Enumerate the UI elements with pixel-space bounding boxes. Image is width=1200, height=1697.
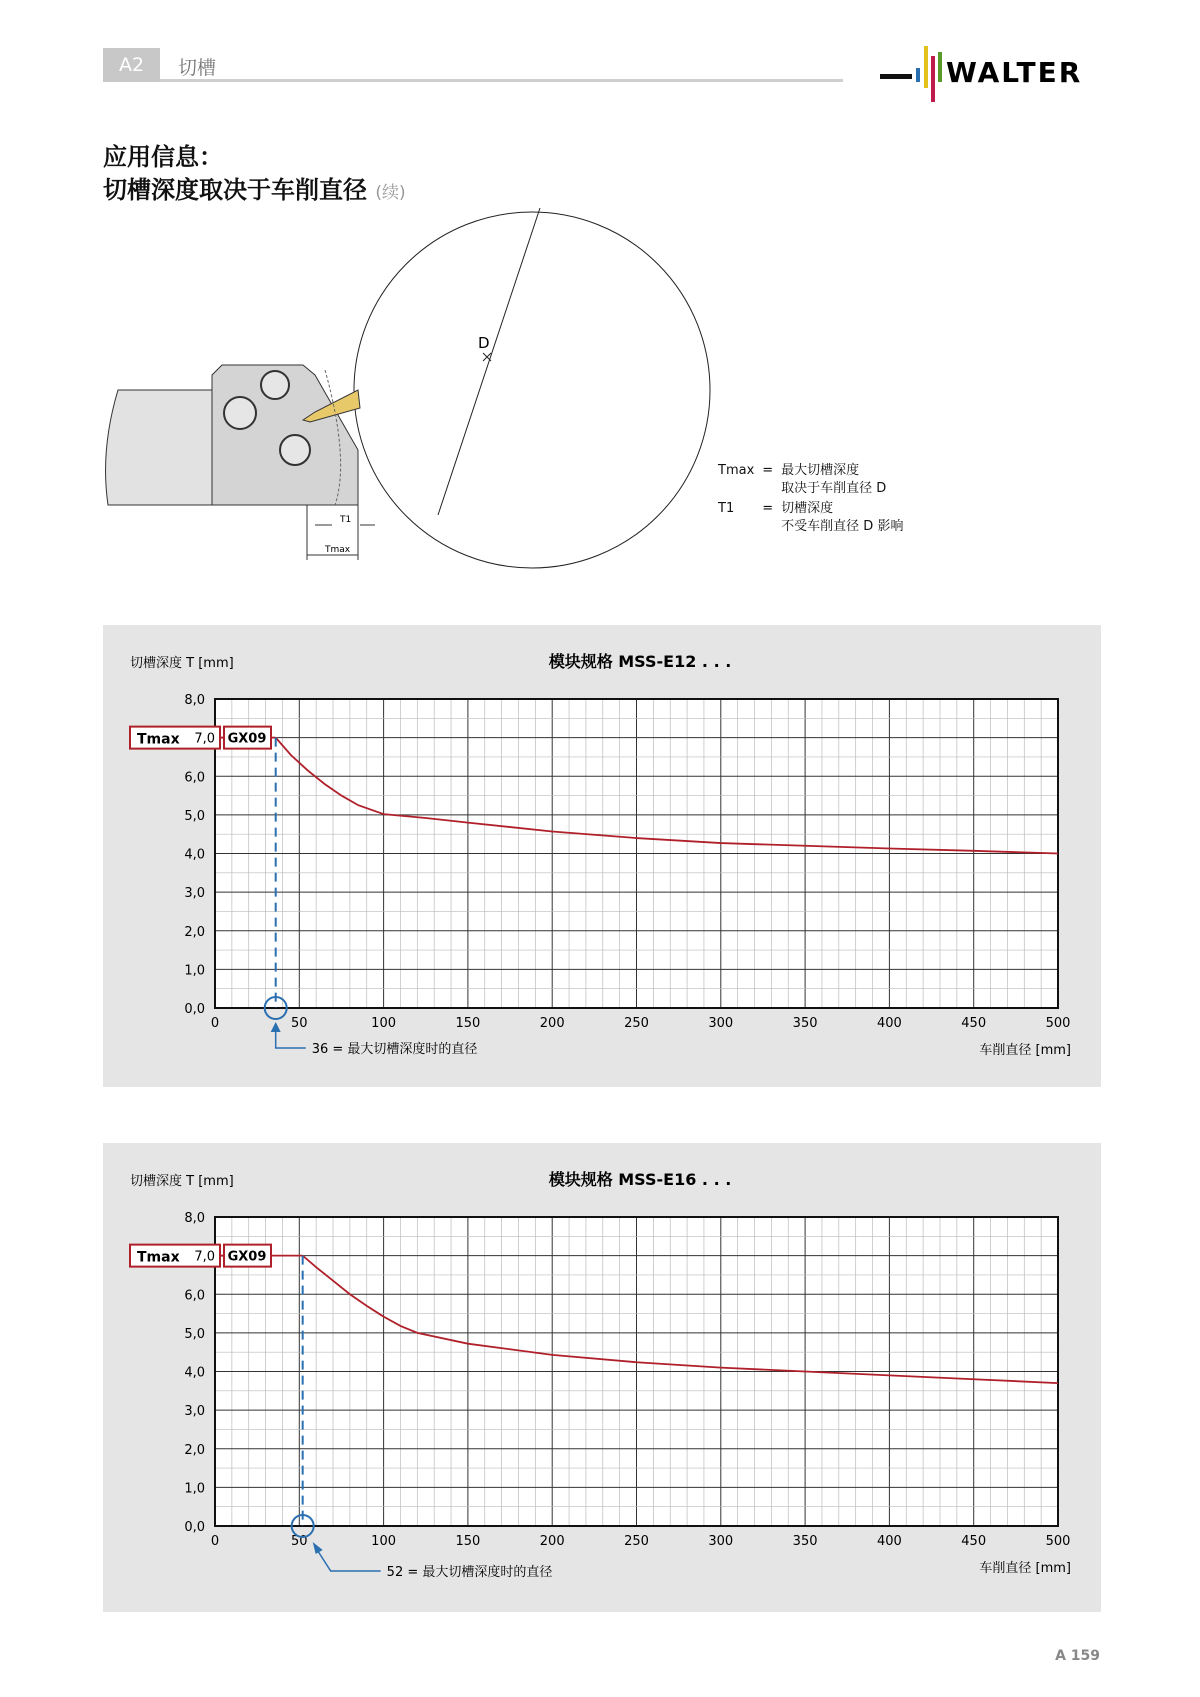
legend [713,460,908,538]
tool-shank [106,390,212,505]
chart-mss-e12 [103,625,1101,1087]
x-tick-label: 150 [455,1016,481,1031]
annotation-leader [315,1546,381,1571]
y-axis-label: 切槽深度 T [mm] [130,1174,234,1189]
y-tick-label: 2,0 [184,924,205,940]
annotation-text: 36 = 最大切槽深度时的直径 [311,1042,478,1057]
section-name: 切槽 [178,57,217,79]
insert-label: GX09 [227,731,267,747]
legend-text: 切槽深度 [781,501,834,516]
x-tick-label: 400 [876,1016,902,1031]
x-tick-label: 200 [539,1016,565,1031]
section-code-badge: A2 [103,48,160,82]
y-tick-label: 2,0 [184,1442,205,1458]
y-axis-label: 切槽深度 T [mm] [130,656,234,671]
x-tick-label: 250 [624,1016,649,1031]
walter-logo [878,44,1103,104]
x-tick-label: 50 [291,1016,308,1031]
x-tick-label: 100 [371,1016,397,1031]
annotation-arrow-icon [313,1542,323,1554]
x-tick-label: 150 [455,1534,481,1549]
legend-text: 不受车削直径 D 影响 [781,519,904,534]
tmax-dim-label: Tmax [325,545,351,555]
diameter-arrow [438,208,540,515]
legend-eq: = [762,463,774,478]
y-tick-label: 0,0 [184,1002,205,1017]
x-tick-label: 200 [539,1534,565,1549]
workpiece-circle [354,212,710,568]
page-title-suffix: (续) [375,183,406,203]
tmax-label: Tmax [137,731,180,748]
x-tick-label: 450 [961,1534,987,1549]
tmax-value: 7,0 [194,1249,215,1265]
x-tick-label: 0 [210,1016,220,1031]
chart-panel-mss-e16 [103,1143,1101,1612]
insert-label: GX09 [227,1249,267,1265]
y-tick-label: 4,0 [184,847,205,863]
tmax-value: 7,0 [194,731,215,747]
annotation-text: 52 = 最大切槽深度时的直径 [386,1565,553,1580]
grooving-diagram [100,200,720,580]
y-tick-label: 5,0 [184,808,205,824]
x-tick-label: 50 [291,1534,308,1549]
y-tick-label: 1,0 [184,963,205,979]
legend-symbol: T1 [718,501,735,516]
page-number: A 159 [1055,1648,1100,1664]
x-axis-label: 车削直径 [mm] [979,1043,1071,1058]
x-tick-label: 300 [708,1016,734,1031]
t1-dim-label: T1 [340,515,352,525]
x-tick-label: 250 [624,1534,649,1549]
legend-eq: = [762,501,774,516]
x-tick-label: 400 [876,1534,902,1549]
chart-title: 模块规格 MSS-E12 . . . [548,652,732,671]
chart-mss-e16 [103,1143,1101,1612]
legend-text: 最大切槽深度 [781,463,860,478]
x-tick-label: 100 [371,1534,397,1549]
logo-text: WALTER [946,56,1083,89]
y-tick-label: 3,0 [184,1404,205,1420]
y-tick-label: 0,0 [184,1520,205,1535]
y-tick-label: 6,0 [184,770,205,786]
y-tick-label: 8,0 [184,693,205,708]
y-tick-label: 3,0 [184,886,205,902]
legend-symbol: Tmax [718,463,755,478]
x-tick-label: 450 [961,1016,987,1031]
header-divider [160,79,843,82]
chart-panel-mss-e12 [103,625,1101,1087]
x-tick-label: 350 [792,1534,818,1549]
x-axis-label: 车削直径 [mm] [979,1561,1071,1576]
page-title-line1: 应用信息： [103,143,223,171]
y-tick-label: 8,0 [184,1211,205,1226]
x-tick-label: 350 [792,1016,818,1031]
y-tick-label: 6,0 [184,1288,205,1304]
annotation-arrow-icon [271,1022,281,1032]
x-tick-label: 0 [210,1534,220,1549]
page-title-text: 切槽深度取决于车削直径 [103,176,367,204]
x-tick-label: 300 [708,1534,734,1549]
y-tick-label: 4,0 [184,1365,205,1381]
x-tick-label: 500 [1045,1534,1071,1549]
tmax-label: Tmax [137,1249,180,1266]
diameter-label: D [478,334,490,352]
y-tick-label: 5,0 [184,1326,205,1342]
chart-title: 模块规格 MSS-E16 . . . [548,1170,732,1189]
x-tick-label: 500 [1045,1016,1071,1031]
y-tick-label: 1,0 [184,1481,205,1497]
legend-text: 取决于车削直径 D [781,481,887,496]
